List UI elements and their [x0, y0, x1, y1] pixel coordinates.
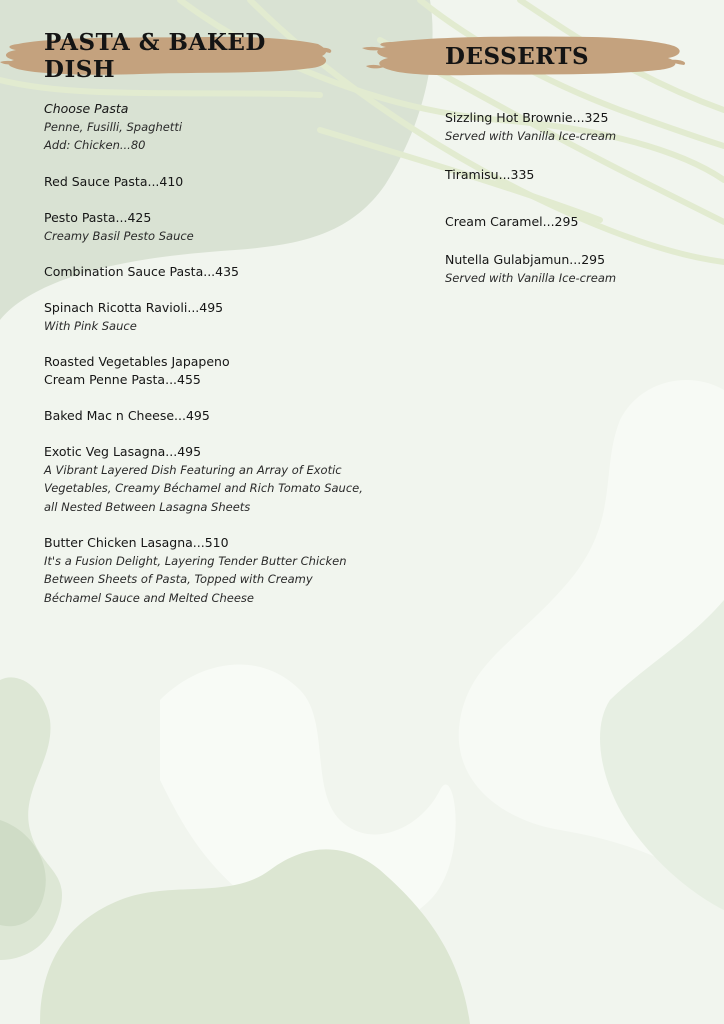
menu-item-description: Vegetables, Creamy Béchamel and Rich Tomato Sauce,	[44, 481, 363, 496]
desserts-menu-list	[445, 109, 705, 288]
menu-item-name: Nutella Gulabjamun...295	[445, 252, 606, 268]
menu-item	[44, 407, 364, 425]
pasta-heading	[0, 29, 335, 83]
menu-item-description: Béchamel Sauce and Melted Cheese	[44, 590, 254, 605]
menu-item	[445, 251, 705, 287]
menu-item	[44, 443, 364, 516]
choose-pasta-title: Choose Pasta	[44, 101, 129, 116]
menu-item	[44, 353, 364, 389]
menu-item-name: Baked Mac n Cheese...495	[44, 408, 210, 424]
choose-pasta-addon: Add: Chicken...80	[44, 138, 146, 153]
menu-item-name: Combination Sauce Pasta...435	[44, 263, 240, 279]
menu-item-description: Between Sheets of Pasta, Topped with Creamy	[44, 572, 313, 587]
menu-item-name: Roasted Vegetables Japapeno	[44, 354, 230, 370]
menu-item-name: Pesto Pasta...425	[44, 209, 152, 225]
menu-item-description: all Nested Between Lasagna Sheets	[44, 499, 251, 514]
menu-item-description: Served with Vanilla Ice-cream	[445, 129, 617, 143]
choose-pasta-block	[44, 100, 364, 155]
menu-item-name: Spinach Ricotta Ravioli...495	[44, 299, 224, 315]
menu-item	[445, 109, 705, 145]
menu-item-name-line2: Cream Penne Pasta...455	[44, 372, 201, 388]
menu-item-name: Tiramisu...335	[445, 167, 535, 183]
menu-item-description: Creamy Basil Pesto Sauce	[44, 228, 194, 243]
menu-item	[445, 166, 705, 184]
menu-item-name: Exotic Veg Lasagna...495	[44, 444, 202, 460]
choose-pasta-options: Penne, Fusilli, Spaghetti	[44, 120, 183, 134]
desserts-heading-title: DESSERTS	[445, 42, 590, 70]
menu-item	[445, 213, 705, 231]
desserts-heading	[362, 30, 692, 80]
menu-item	[44, 173, 364, 191]
pasta-heading-title: PASTA & BAKED DISH	[44, 29, 266, 83]
menu-item	[44, 263, 364, 281]
menu-item-description: A Vibrant Layered Dish Featuring an Array of Exotic	[44, 463, 342, 478]
menu-item-description: With Pink Sauce	[44, 318, 137, 333]
menu-item-description: It's a Fusion Delight, Layering Tender Butter Chicken	[44, 554, 347, 569]
menu-item	[44, 299, 364, 335]
menu-item-name: Cream Caramel...295	[445, 214, 579, 230]
menu-item-name: Red Sauce Pasta...410	[44, 173, 184, 189]
menu-item	[44, 534, 364, 607]
menu-item-description: Served with Vanilla Ice-cream	[445, 271, 617, 286]
menu-item-name: Butter Chicken Lasagna...510	[44, 535, 229, 551]
menu-item	[44, 209, 364, 245]
menu-item-name: Sizzling Hot Brownie...325	[445, 110, 609, 125]
pasta-menu-list	[44, 100, 364, 607]
